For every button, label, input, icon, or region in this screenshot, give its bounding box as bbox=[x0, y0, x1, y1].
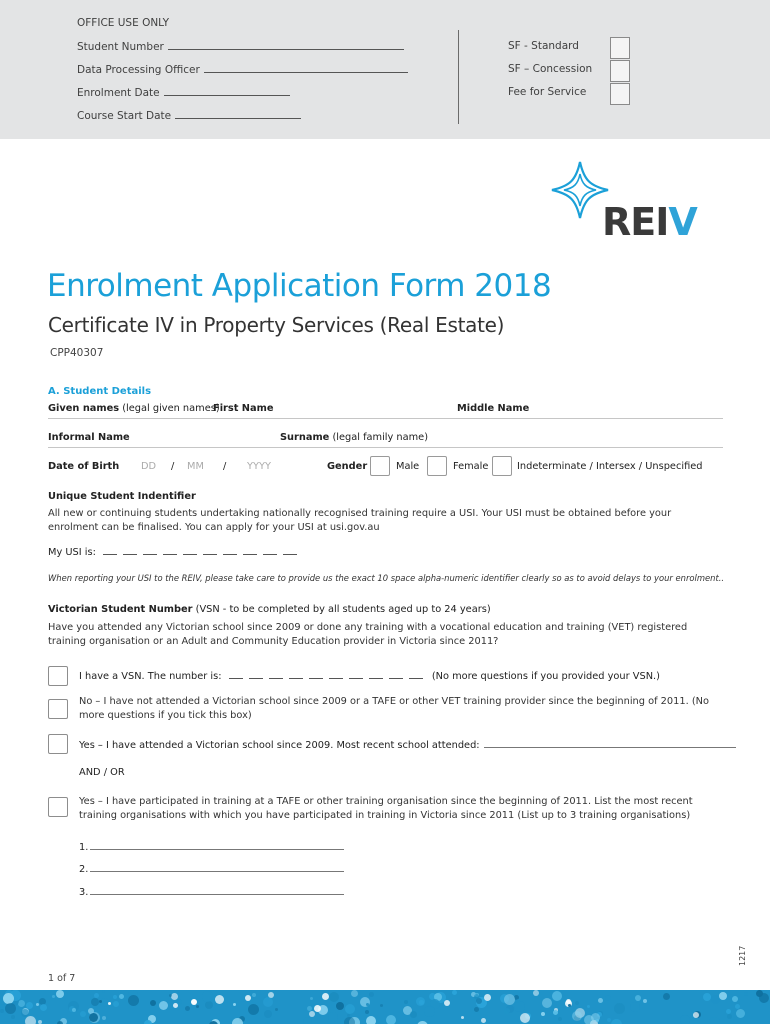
footer-dot bbox=[344, 1017, 355, 1024]
footer-dot bbox=[444, 1000, 450, 1006]
footer-dot bbox=[461, 1016, 464, 1019]
footer-dot bbox=[171, 993, 178, 1000]
footer-dot bbox=[416, 997, 425, 1006]
footer-dot bbox=[663, 993, 670, 1000]
footer-dot bbox=[5, 1003, 16, 1014]
footer-dot bbox=[144, 1020, 152, 1024]
gender-indeterminate-checkbox[interactable] bbox=[492, 456, 512, 476]
footer-dot bbox=[80, 1011, 86, 1017]
sf-standard-label: SF - Standard bbox=[508, 40, 579, 52]
footer-dot bbox=[248, 1004, 259, 1015]
middle-name-label: Middle Name bbox=[457, 403, 530, 414]
footer-dot bbox=[732, 996, 738, 1002]
footer-dot bbox=[263, 997, 273, 1007]
decorative-dot-strip bbox=[0, 990, 770, 1024]
footer-dot bbox=[709, 1017, 720, 1024]
footer-dot bbox=[72, 1008, 76, 1012]
vsn-no-checkbox[interactable] bbox=[48, 699, 68, 719]
gender-female-checkbox[interactable] bbox=[427, 456, 447, 476]
footer-dot bbox=[542, 998, 552, 1008]
gender-male-checkbox[interactable] bbox=[370, 456, 390, 476]
footer-dot bbox=[102, 990, 105, 993]
footer-dot bbox=[159, 1001, 168, 1010]
footer-dot bbox=[598, 998, 603, 1003]
vsn-have-option[interactable]: I have a VSN. The number is: (No more questions if you provided your VSN.) bbox=[79, 671, 660, 682]
footer-dot bbox=[252, 993, 256, 997]
footer-dot bbox=[215, 995, 224, 1004]
page-title: Enrolment Application Form 2018 bbox=[47, 268, 552, 304]
footer-dot bbox=[380, 1004, 383, 1007]
star-logo-icon bbox=[550, 160, 610, 220]
footer-dot bbox=[245, 995, 251, 1001]
footer-dot bbox=[541, 1012, 545, 1016]
first-name-label: First Name bbox=[213, 403, 274, 414]
sf-concession-checkbox[interactable] bbox=[610, 60, 630, 82]
dob-yyyy-field[interactable]: YYYY bbox=[247, 461, 271, 472]
footer-dot bbox=[366, 1016, 376, 1024]
footer-dot bbox=[21, 1009, 29, 1017]
footer-dot bbox=[452, 990, 457, 995]
usi-body: All new or continuing students undertaking nationally recognised training require a USI. Your USI must be obtained before your enrolment can be finalised. You can apply for your USI at usi.gov.au bbox=[48, 508, 672, 533]
gender-label: Gender bbox=[327, 461, 368, 472]
footer-dot bbox=[596, 1019, 599, 1022]
footer-dot bbox=[635, 995, 641, 1001]
footer-dot bbox=[0, 1009, 4, 1013]
footer-dot bbox=[533, 990, 539, 996]
sf-concession-label: SF – Concession bbox=[508, 63, 593, 75]
footer-dot bbox=[680, 1015, 690, 1024]
footer-dot bbox=[191, 999, 197, 1005]
footer-dot bbox=[568, 1004, 571, 1007]
footer-dot bbox=[365, 1010, 369, 1014]
surname-label: Surname (legal family name) bbox=[280, 432, 429, 443]
vsn-school-checkbox[interactable] bbox=[48, 734, 68, 754]
footer-dot bbox=[558, 1017, 562, 1021]
footer-dot bbox=[575, 1001, 579, 1005]
footer-dot bbox=[303, 1017, 312, 1024]
given-names-input-line[interactable] bbox=[48, 418, 723, 419]
footer-dot bbox=[404, 1000, 408, 1004]
form-code: 1217 bbox=[738, 945, 747, 966]
given-names-label: Given names (legal given names) bbox=[48, 403, 220, 414]
footer-dot bbox=[347, 1014, 350, 1017]
vsn-no-option: No – I have not attended a Victorian school since 2009 or a TAFE or other VET training provider since the beginning of 2011. (No more questions if you tick this box) bbox=[79, 696, 709, 721]
footer-dot bbox=[474, 1007, 479, 1012]
footer-dot bbox=[572, 1011, 582, 1021]
sf-standard-checkbox[interactable] bbox=[610, 37, 630, 59]
fee-for-service-checkbox[interactable] bbox=[610, 83, 630, 105]
footer-dot bbox=[410, 1011, 417, 1018]
page-number: 1 of 7 bbox=[48, 973, 76, 984]
usi-heading: Unique Student Indentifier bbox=[48, 491, 196, 502]
footer-dot bbox=[185, 1006, 190, 1011]
footer-dot bbox=[205, 1001, 213, 1009]
logo-wordmark: REIV bbox=[602, 200, 697, 244]
footer-dot bbox=[744, 992, 748, 996]
footer-dot bbox=[474, 994, 479, 999]
page-subtitle: Certificate IV in Property Services (Real Estate) bbox=[48, 313, 505, 337]
footer-dot bbox=[322, 993, 329, 1000]
footer-dot bbox=[520, 1013, 530, 1023]
footer-dot bbox=[264, 1010, 272, 1018]
footer-dot bbox=[56, 990, 64, 998]
footer-dot bbox=[173, 1003, 178, 1008]
footer-dot bbox=[736, 1009, 745, 1018]
gender-female-label: Female bbox=[453, 461, 489, 472]
office-heading: OFFICE USE ONLY bbox=[77, 17, 170, 29]
footer-dot bbox=[643, 999, 647, 1003]
office-use-panel bbox=[0, 0, 770, 139]
gender-male-label: Male bbox=[396, 461, 420, 472]
footer-dot bbox=[605, 995, 611, 1001]
footer-dot bbox=[102, 1016, 106, 1020]
footer-dot bbox=[233, 1003, 236, 1006]
footer-dot bbox=[481, 1018, 486, 1023]
footer-dot bbox=[504, 1008, 510, 1014]
dob-slash-1: / bbox=[171, 461, 175, 472]
footer-dot bbox=[727, 1014, 732, 1019]
footer-dot bbox=[329, 992, 339, 1002]
footer-dot bbox=[40, 1004, 47, 1011]
footer-dot bbox=[630, 1002, 640, 1012]
dob-dd-field[interactable]: DD bbox=[141, 461, 157, 472]
footer-dot bbox=[336, 1002, 344, 1010]
footer-dot bbox=[514, 1001, 525, 1012]
dob-label: Date of Birth bbox=[48, 461, 120, 472]
footer-dot bbox=[587, 1005, 590, 1008]
vsn-school-option[interactable]: Yes – I have attended a Victorian school since 2009. Most recent school attended: bbox=[79, 739, 736, 751]
enrolment-date-field[interactable]: Enrolment Date bbox=[77, 86, 290, 99]
footer-dot bbox=[424, 1006, 435, 1017]
footer-dot bbox=[196, 1005, 199, 1008]
footer-dot bbox=[756, 990, 763, 997]
informal-name-label: Informal Name bbox=[48, 432, 130, 443]
footer-dot bbox=[52, 995, 55, 998]
footer-dot bbox=[108, 1002, 111, 1005]
and-or-label: AND / OR bbox=[79, 767, 125, 778]
dob-slash-2: / bbox=[223, 461, 227, 472]
footer-dot bbox=[128, 995, 139, 1006]
vsn-question: Have you attended any Victorian school since 2009 or done any training with a vocational education and training (VET) registered training organisation or an Adult and Community Education provider in Victoria since 2011? bbox=[48, 622, 688, 647]
dob-mm-field[interactable]: MM bbox=[187, 461, 204, 472]
footer-dot bbox=[719, 992, 727, 1000]
footer-dot bbox=[38, 1020, 42, 1024]
footer-dot bbox=[169, 994, 172, 997]
footer-dot bbox=[113, 995, 117, 999]
footer-dot bbox=[25, 1016, 36, 1024]
vsn-training-checkbox[interactable] bbox=[48, 797, 68, 817]
dpo-field[interactable]: Data Processing Officer bbox=[77, 63, 408, 76]
fee-for-service-label: Fee for Service bbox=[508, 86, 587, 98]
footer-dot bbox=[735, 1004, 740, 1009]
footer-dot bbox=[369, 992, 374, 997]
footer-dot bbox=[232, 1018, 243, 1024]
footer-dot bbox=[552, 991, 562, 1001]
reiv-logo bbox=[550, 160, 710, 250]
footer-dot bbox=[150, 1000, 156, 1006]
footer-dot bbox=[386, 1015, 396, 1024]
footer-dot bbox=[310, 997, 313, 1000]
footer-dot bbox=[366, 1003, 369, 1006]
student-number-field[interactable]: Student Number bbox=[77, 40, 404, 53]
footer-dot bbox=[614, 1003, 625, 1014]
footer-dot bbox=[351, 990, 358, 997]
footer-dot bbox=[202, 991, 213, 1002]
training-org-3[interactable]: 3. bbox=[79, 886, 344, 898]
gender-indeterminate-label: Indeterminate / Intersex / Unspecified bbox=[517, 461, 703, 472]
training-org-1[interactable]: 1. bbox=[79, 841, 344, 853]
footer-dot bbox=[703, 993, 711, 1001]
footer-dot bbox=[94, 993, 99, 998]
footer-dot bbox=[91, 998, 99, 1006]
vsn-heading: Victorian Student Number (VSN - to be completed by all students aged up to 24 years) bbox=[48, 604, 491, 615]
footer-dot bbox=[36, 1003, 39, 1006]
footer-dot bbox=[345, 1004, 355, 1014]
footer-dot bbox=[504, 994, 515, 1005]
footer-dot bbox=[516, 999, 520, 1003]
vsn-training-option: Yes – I have participated in training at a TAFE or other training organisation since the beginning of 2011. List the most recent training organisations with which you have participated in training in Victoria since 2011 (List up to 3 training organisations) bbox=[79, 796, 693, 821]
footer-dot bbox=[113, 1001, 119, 1007]
footer-dot bbox=[241, 1000, 244, 1003]
section-a-heading: A. Student Details bbox=[48, 386, 152, 397]
course-start-field[interactable]: Course Start Date bbox=[77, 109, 301, 122]
usi-note: When reporting your USI to the REIV, please take care to provide us the exact 10 space alpha-numeric identifier clearly so as to avoid delays to your enrolment.. bbox=[48, 573, 725, 583]
footer-dot bbox=[99, 1000, 102, 1003]
footer-dot bbox=[275, 1008, 278, 1011]
footer-dot bbox=[11, 1015, 15, 1019]
footer-dot bbox=[607, 1018, 611, 1022]
footer-dot bbox=[314, 1005, 321, 1012]
footer-dot bbox=[18, 1000, 25, 1007]
course-code: CPP40307 bbox=[50, 347, 104, 359]
usi-input[interactable]: My USI is: bbox=[48, 546, 303, 558]
footer-dot bbox=[553, 1010, 558, 1015]
footer-dot bbox=[484, 994, 491, 1001]
footer-dot bbox=[89, 1013, 98, 1022]
footer-dot bbox=[119, 994, 124, 999]
footer-dot bbox=[611, 1019, 622, 1024]
office-divider bbox=[458, 30, 459, 124]
vsn-have-checkbox[interactable] bbox=[48, 666, 68, 686]
training-org-2[interactable]: 2. bbox=[79, 863, 344, 875]
informal-surname-input-line[interactable] bbox=[48, 447, 723, 448]
footer-dot bbox=[328, 1012, 338, 1022]
footer-dot bbox=[693, 1012, 699, 1018]
footer-dot bbox=[309, 1011, 315, 1017]
